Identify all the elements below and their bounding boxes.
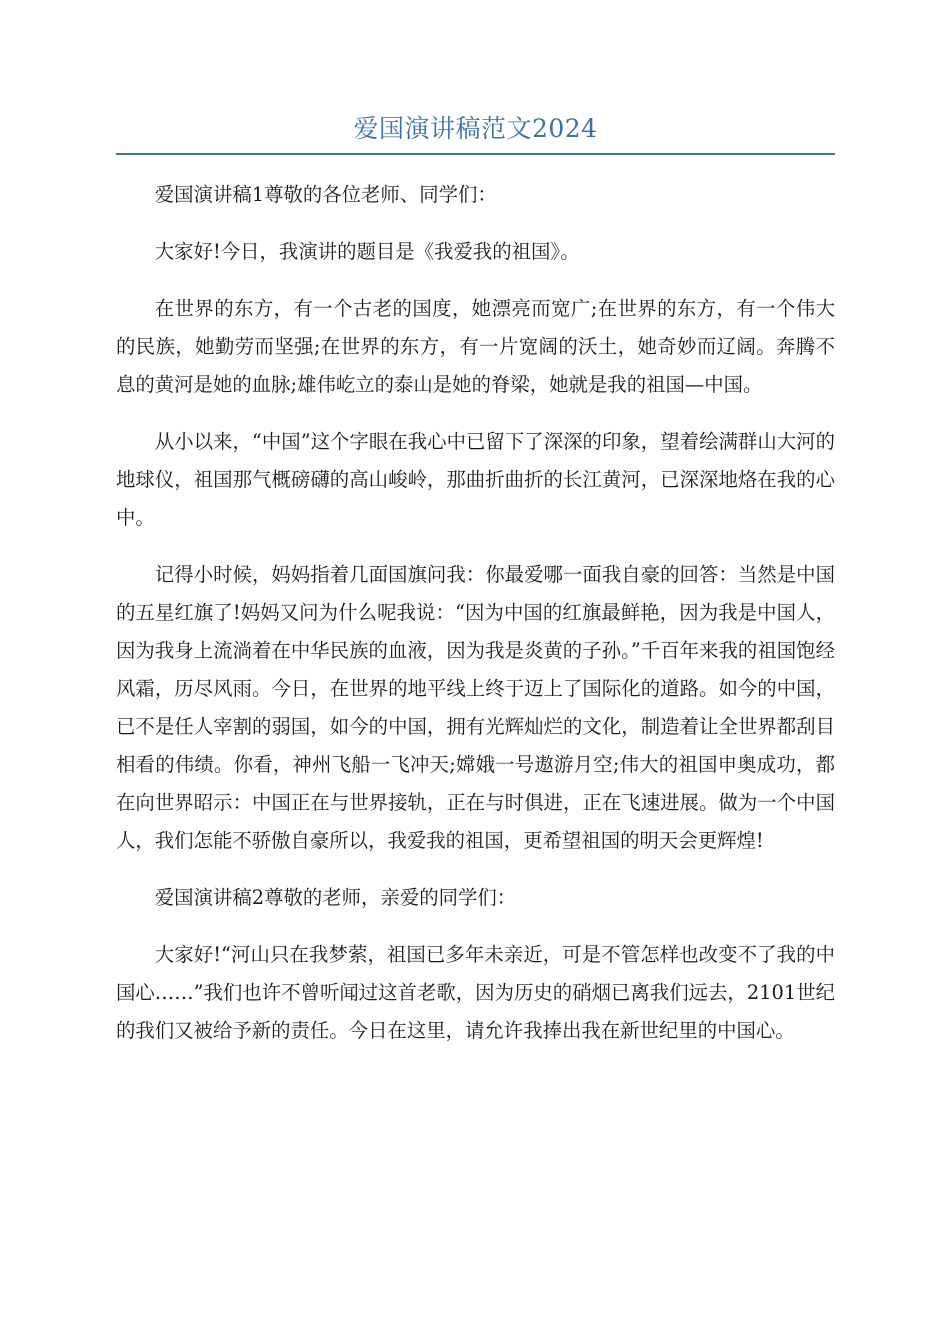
document-title: 爱国演讲稿范文2024 xyxy=(353,114,598,143)
paragraph-speech1-greeting: 爱国演讲稿1尊敬的各位老师、同学们： xyxy=(154,183,497,206)
title-underline xyxy=(116,153,835,155)
paragraph-east-land: 在世界的东方，有一个古老的国度，她漂亮而宽广;在世界的东方，有一个伟大的民族，她勤劳而坚强;在世界的东方，有一片宽阔的沃土，她奇妙而辽阔。奔腾不息的黄河是她的血脉;雄伟屹立的泰山是她的脊梁，她就是我的祖国—中国。 xyxy=(116,297,835,396)
document-body xyxy=(116,176,835,1069)
paragraph-childhood-impression: 从小以来，“中国”这个字眼在我心中已留下了深深的印象，望着绘满群山大河的地球仪，祖国那气概磅礴的高山峻岭，那曲折曲折的长江黄河，已深深地烙在我的心中。 xyxy=(116,430,835,529)
paragraph-flag-memory: 记得小时候，妈妈指着几面国旗问我：你最爱哪一面我自豪的回答：当然是中国的五星红旗了!妈妈又问为什么呢我说：“因为中国的红旗最鲜艳，因为我是中国人，因为我身上流淌着在中华民族的血液，因为我是炎黄的子孙。”千百年来我的祖国饱经风霜，历尽风雨。今日，在世界的地平线上终于迈上了国际化的道路。如今的中国，已不是任人宰割的弱国，如今的中国，拥有光辉灿烂的文化，制造着让全世界都刮目相看的伟绩。你看，神州飞船一飞冲天;嫦娥一号遨游月空;伟大的祖国申奥成功，都在向世界昭示：中国正在与世界接轨，正在与时俱进，正在飞速进展。做为一个中国人，我们怎能不骄傲自豪所以，我爱我的祖国，更希望祖国的明天会更辉煌! xyxy=(116,563,835,852)
paragraph-speech2-greeting: 爱国演讲稿2尊敬的老师，亲爱的同学们： xyxy=(154,886,517,909)
paragraph-speech1-intro: 大家好!今日，我演讲的题目是《我爱我的祖国》。 xyxy=(154,240,580,263)
paragraph-speech2-intro: 大家好!“河山只在我梦萦，祖国已多年未亲近，可是不管怎样也改变不了我的中国心……”我们也许不曾听闻过这首老歌，因为历史的硝烟已离我们远去，2101世纪的我们又被给予新的责任。今日在这里，请允许我捧出我在新世纪里的中国心。 xyxy=(116,943,835,1042)
